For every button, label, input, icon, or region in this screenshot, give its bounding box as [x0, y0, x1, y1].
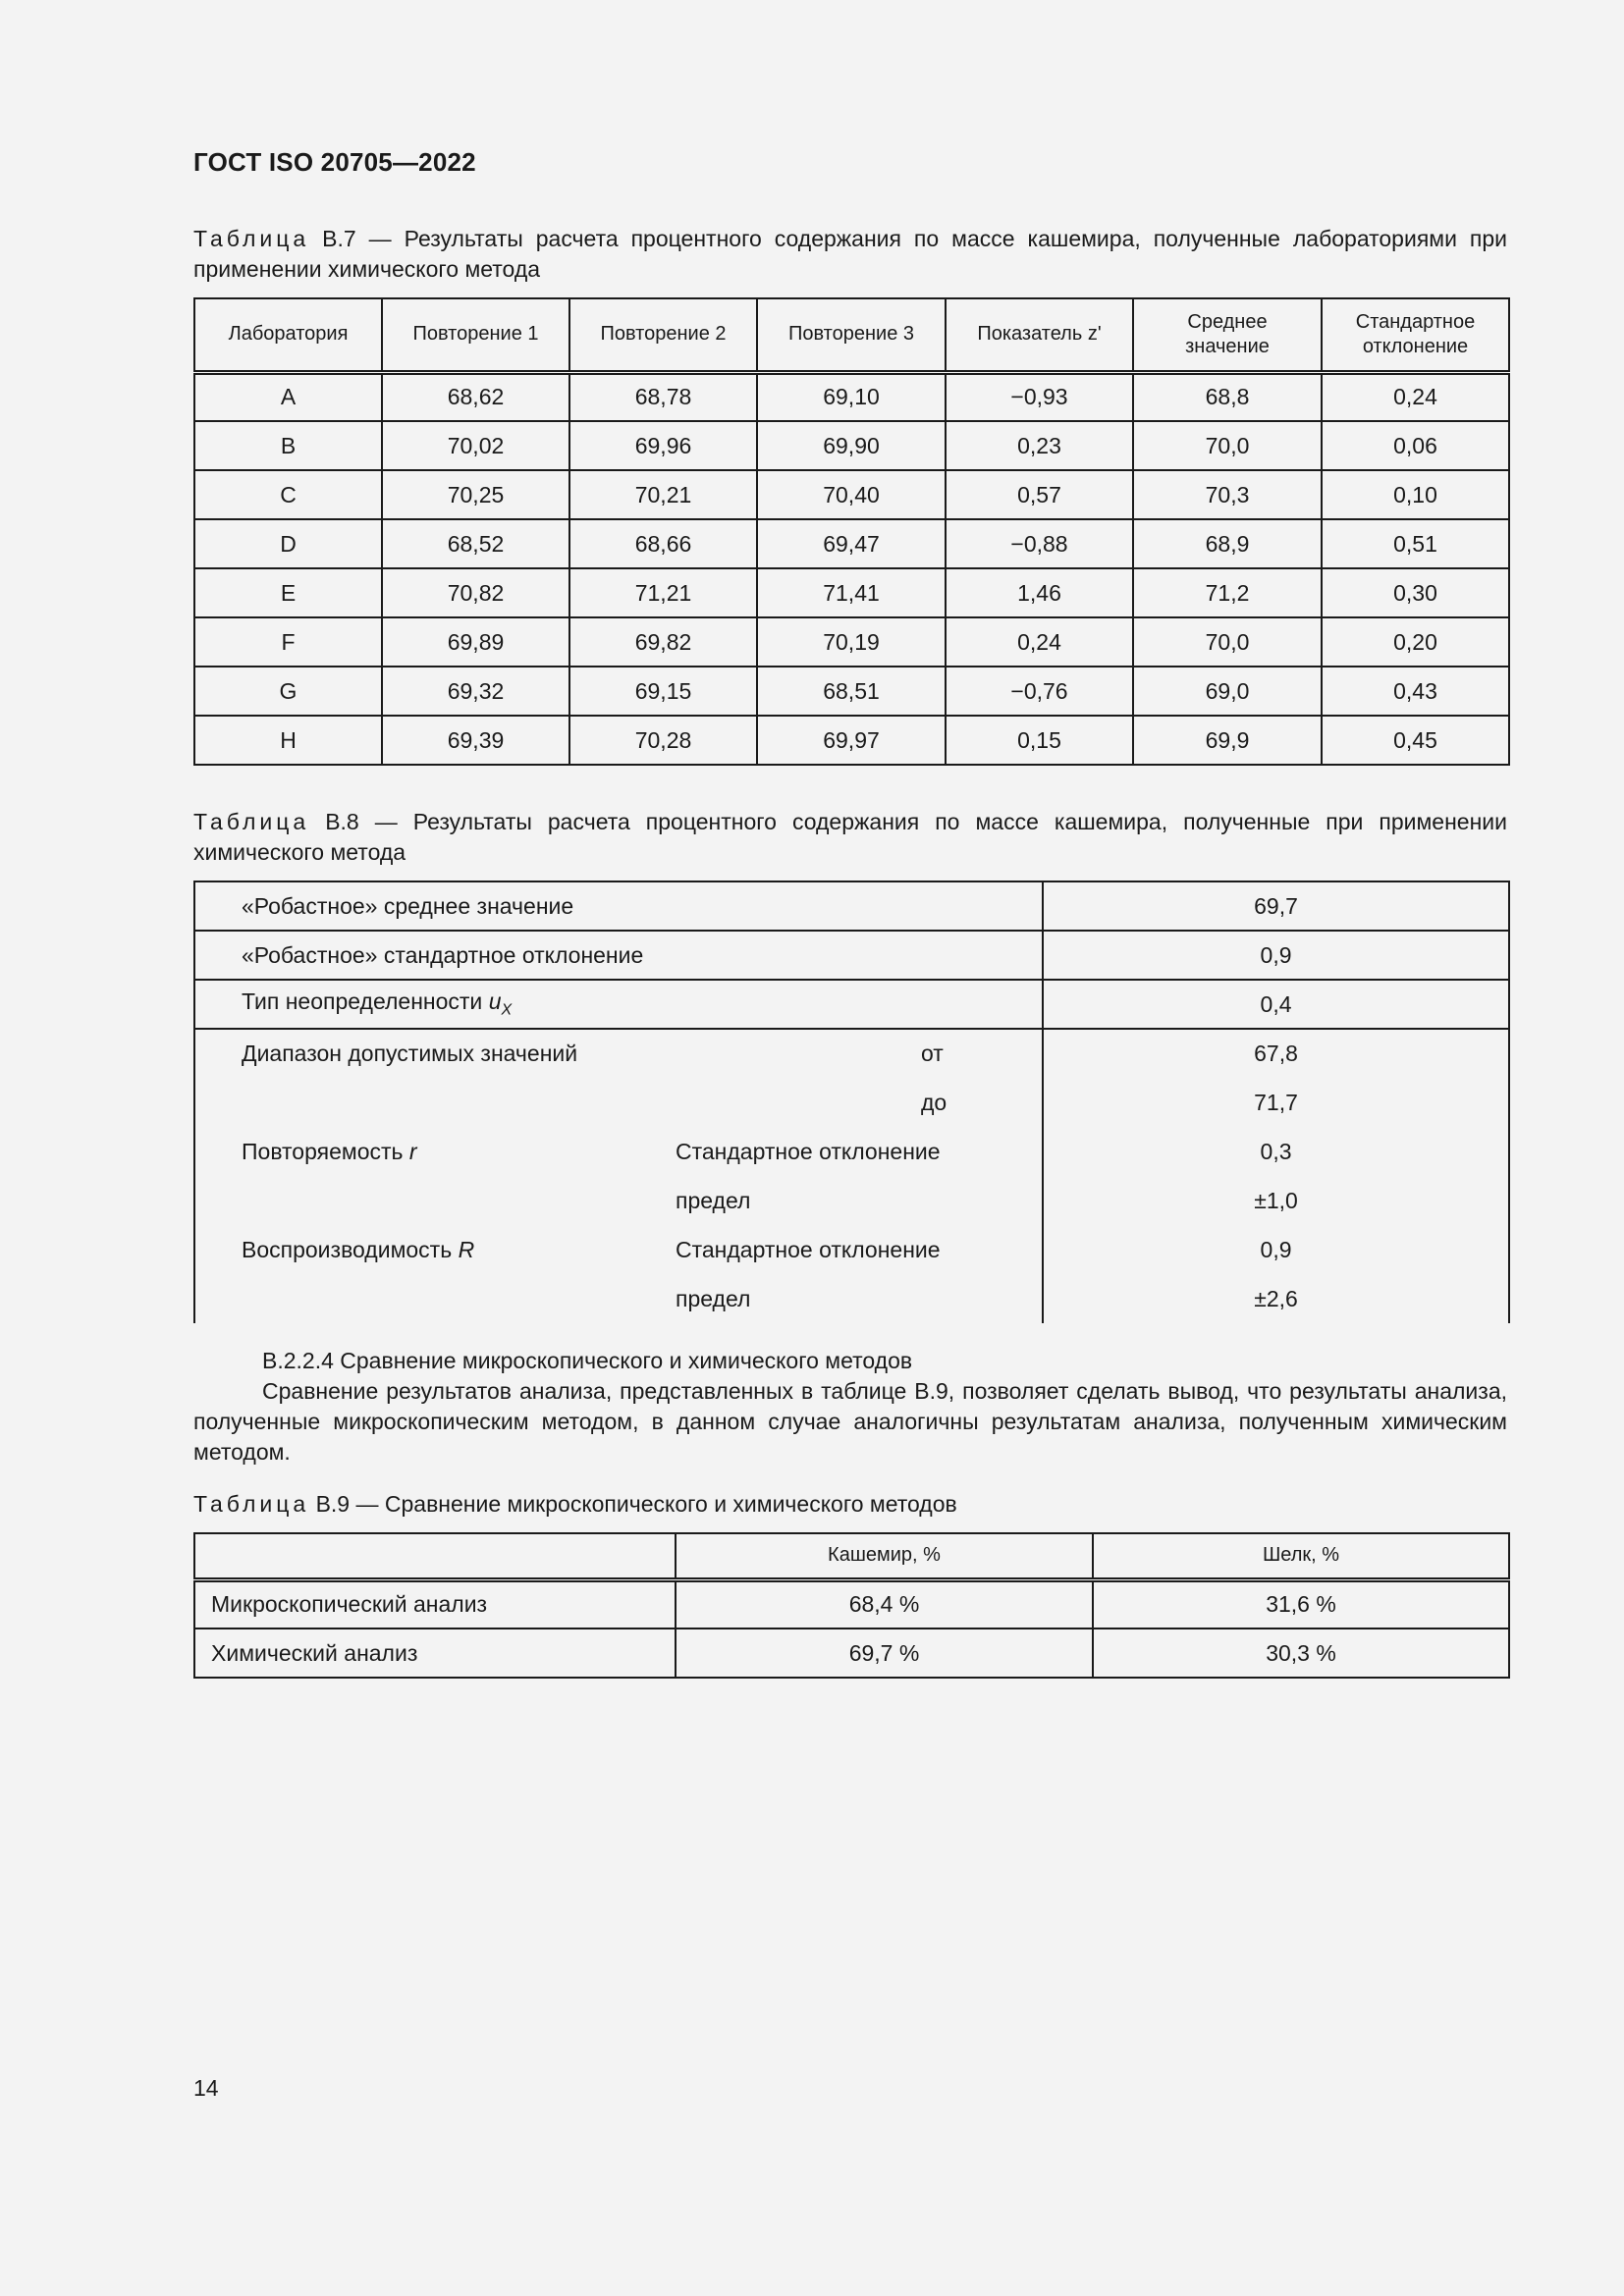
table-row — [194, 1029, 1509, 1078]
value-cell: 0,45 — [1322, 716, 1509, 765]
caption-text: В.9 — Сравнение микроскопического и химического методов — [309, 1491, 957, 1517]
value-cell: 0,24 — [946, 617, 1133, 667]
value-cell: 0,10 — [1322, 470, 1509, 519]
value-cell: 0,24 — [1322, 372, 1509, 421]
row-value: 0,4 — [1043, 980, 1509, 1029]
table-row — [194, 1579, 1509, 1629]
row-sublabel: от — [921, 1029, 1043, 1078]
value-cell: 0,57 — [946, 470, 1133, 519]
table-header-row — [194, 298, 1509, 372]
value-cell: 68,52 — [382, 519, 569, 568]
value-cell: 0,20 — [1322, 617, 1509, 667]
caption-prefix: Таблица — [193, 226, 310, 251]
row-value: 0,9 — [1043, 931, 1509, 980]
value-cell: 69,0 — [1133, 667, 1322, 716]
table-row — [194, 617, 1509, 667]
value-cell: 69,15 — [569, 667, 757, 716]
row-value: ±2,6 — [1043, 1274, 1509, 1323]
table-row — [194, 1176, 1509, 1225]
row-value: ±1,0 — [1043, 1176, 1509, 1225]
row-label — [194, 1225, 676, 1274]
row-label: «Робастное» стандартное отклонение — [194, 931, 1043, 980]
table-b8 — [193, 881, 1510, 1323]
row-sublabel: Стандартное отклонение — [676, 1236, 941, 1262]
value-cell: 69,96 — [569, 421, 757, 470]
table-row — [194, 519, 1509, 568]
column-header: Среднее значение — [1133, 298, 1322, 372]
value-cell: −0,76 — [946, 667, 1133, 716]
value-cell: −0,93 — [946, 372, 1133, 421]
value-cell: −0,88 — [946, 519, 1133, 568]
table-row — [194, 980, 1509, 1029]
column-header: Шелк, % — [1093, 1533, 1509, 1579]
value-cell: 69,47 — [757, 519, 946, 568]
value-cell: 71,41 — [757, 568, 946, 617]
value-cell: 70,28 — [569, 716, 757, 765]
lab-cell: H — [194, 716, 382, 765]
value-cell: 69,32 — [382, 667, 569, 716]
value-cell: 0,15 — [946, 716, 1133, 765]
value-cell: 69,89 — [382, 617, 569, 667]
caption-text: В.7 — Результаты расчета процентного содержания по массе кашемира, полученные лабораториями при применении химического метода — [193, 226, 1507, 282]
value-cell: 70,0 — [1133, 617, 1322, 667]
row-sublabel: предел — [676, 1187, 751, 1213]
table-row — [194, 1127, 1509, 1176]
value-cell: 0,43 — [1322, 667, 1509, 716]
lab-cell: F — [194, 617, 382, 667]
table-row — [194, 716, 1509, 765]
table-b7-caption — [193, 224, 1507, 285]
value-cell: 68,66 — [569, 519, 757, 568]
lab-cell: E — [194, 568, 382, 617]
value-cell: 69,82 — [569, 617, 757, 667]
value-cell: 0,23 — [946, 421, 1133, 470]
uncertainty-label: Тип неопределенности — [242, 988, 489, 1015]
column-header: Повторение 1 — [382, 298, 569, 372]
empty-cell — [676, 1029, 921, 1078]
value-cell: 0,30 — [1322, 568, 1509, 617]
table-row — [194, 1274, 1509, 1323]
lab-cell: A — [194, 372, 382, 421]
column-header: Лаборатория — [194, 298, 382, 372]
row-sublabel: до — [921, 1078, 1043, 1127]
value-cell: 68,4 % — [676, 1579, 1093, 1629]
uncertainty-subscript: X — [501, 1001, 513, 1019]
empty-cell — [194, 1176, 676, 1225]
method-cell: Химический анализ — [194, 1629, 676, 1678]
value-cell: 31,6 % — [1093, 1579, 1509, 1629]
value-cell: 69,90 — [757, 421, 946, 470]
table-b9-caption — [193, 1489, 1507, 1520]
table-row — [194, 421, 1509, 470]
empty-cell — [194, 1078, 676, 1127]
column-header: Повторение 2 — [569, 298, 757, 372]
row-sublabel: предел — [676, 1285, 751, 1311]
caption-prefix: Таблица — [193, 1491, 310, 1517]
value-cell: 68,9 — [1133, 519, 1322, 568]
value-cell: 70,40 — [757, 470, 946, 519]
lab-cell: C — [194, 470, 382, 519]
table-row — [194, 470, 1509, 519]
page-number: 14 — [193, 2075, 219, 2101]
table-header-row — [194, 1533, 1509, 1579]
value-cell: 69,9 — [1133, 716, 1322, 765]
value-cell: 68,78 — [569, 372, 757, 421]
row-sublabel: Стандартное отклонение — [676, 1138, 941, 1164]
lab-cell: B — [194, 421, 382, 470]
table-row — [194, 372, 1509, 421]
row-label — [194, 980, 1043, 1029]
empty-cell — [676, 1078, 921, 1127]
value-cell: 69,7 % — [676, 1629, 1093, 1678]
repeat-label: Повторяемость — [242, 1138, 409, 1164]
value-cell: 71,2 — [1133, 568, 1322, 617]
table-b7 — [193, 297, 1510, 766]
value-cell: 70,21 — [569, 470, 757, 519]
document-header: ГОСТ ISO 20705—2022 — [193, 147, 476, 177]
value-cell: 70,3 — [1133, 470, 1322, 519]
method-cell: Микроскопический анализ — [194, 1579, 676, 1629]
column-header: Кашемир, % — [676, 1533, 1093, 1579]
reprod-symbol: R — [458, 1236, 475, 1262]
table-row — [194, 1225, 1509, 1274]
column-header: Повторение 3 — [757, 298, 946, 372]
empty-cell — [194, 1274, 676, 1323]
value-cell: 0,51 — [1322, 519, 1509, 568]
table-row — [194, 667, 1509, 716]
row-label: Диапазон допустимых значений — [194, 1029, 676, 1078]
caption-prefix: Таблица — [193, 809, 310, 834]
row-value: 0,9 — [1043, 1225, 1509, 1274]
value-cell: 70,02 — [382, 421, 569, 470]
section-heading: В.2.2.4 Сравнение микроскопического и химического методов — [262, 1348, 913, 1373]
table-row — [194, 1629, 1509, 1678]
value-cell: 69,97 — [757, 716, 946, 765]
repeat-symbol: r — [408, 1138, 417, 1164]
table-row — [194, 931, 1509, 980]
row-label: «Робастное» среднее значение — [194, 881, 1043, 931]
value-cell: 69,39 — [382, 716, 569, 765]
value-cell: 70,19 — [757, 617, 946, 667]
row-label — [194, 1127, 676, 1176]
column-header: Показатель z' — [946, 298, 1133, 372]
row-value: 67,8 — [1043, 1029, 1509, 1078]
value-cell: 68,51 — [757, 667, 946, 716]
value-cell: 70,25 — [382, 470, 569, 519]
table-row — [194, 881, 1509, 931]
row-value: 0,3 — [1043, 1127, 1509, 1176]
value-cell: 69,10 — [757, 372, 946, 421]
value-cell: 30,3 % — [1093, 1629, 1509, 1678]
table-row — [194, 1078, 1509, 1127]
value-cell: 70,0 — [1133, 421, 1322, 470]
value-cell: 68,8 — [1133, 372, 1322, 421]
row-value: 71,7 — [1043, 1078, 1509, 1127]
table-row — [194, 568, 1509, 617]
section-paragraph: Сравнение результатов анализа, представленных в таблице В.9, позволяет сделать вывод, что результаты анализа, полученные микроскопическим методом, в данном случае аналогичны результатам анализа, полученным химическим методом. — [193, 1378, 1507, 1465]
column-header: Стандартное отклонение — [1322, 298, 1509, 372]
value-cell: 68,62 — [382, 372, 569, 421]
value-cell: 1,46 — [946, 568, 1133, 617]
reprod-label: Воспроизводимость — [242, 1236, 459, 1262]
value-cell: 0,06 — [1322, 421, 1509, 470]
value-cell: 70,82 — [382, 568, 569, 617]
lab-cell: D — [194, 519, 382, 568]
row-value: 69,7 — [1043, 881, 1509, 931]
caption-text: В.8 — Результаты расчета процентного содержания по массе кашемира, полученные при применении химического метода — [193, 809, 1507, 865]
lab-cell: G — [194, 667, 382, 716]
table-b8-caption — [193, 807, 1507, 868]
uncertainty-symbol: u — [488, 988, 502, 1015]
table-b9 — [193, 1532, 1510, 1679]
value-cell: 71,21 — [569, 568, 757, 617]
column-header — [194, 1533, 676, 1579]
